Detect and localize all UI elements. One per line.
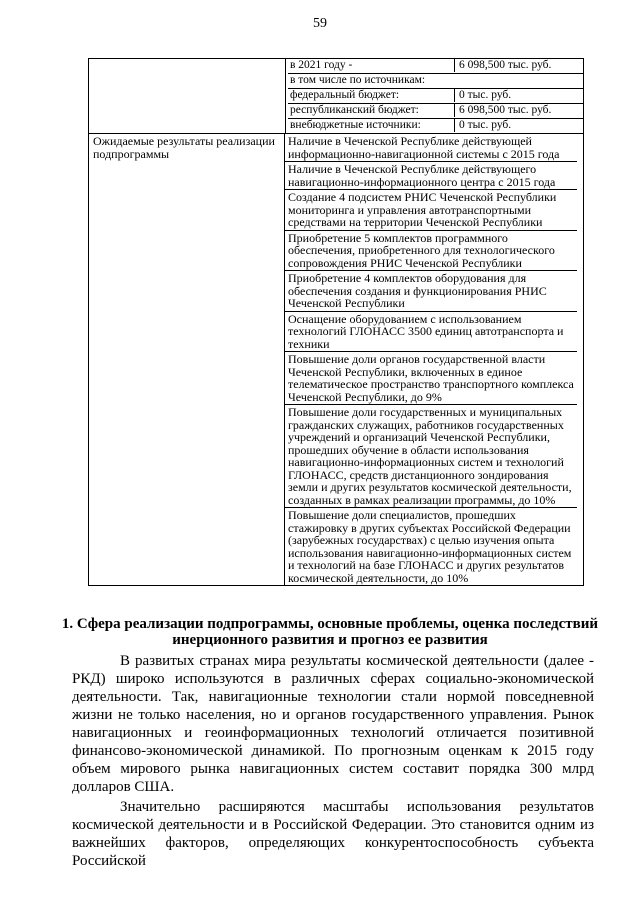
financing-row bbox=[288, 89, 583, 104]
financing-row-value: 0 тыс. руб. bbox=[454, 119, 511, 132]
financing-row bbox=[288, 59, 583, 74]
paragraph: В развитых странах мира результаты космической деятельности (далее - РКД) широко используются в различных сферах социально-экономической деятельности. Так, навигационные технологии стали нормой повседневной жизни не только населения, но и органов государственного управления. Рынок навигационных и геоинформационных технологий отличается позитивной финансово-экономической динамикой. По прогнозным оценкам к 2015 году объем мирового рынка навигационных систем составит порядка 300 млрд долларов США. bbox=[72, 653, 594, 795]
financing-block bbox=[89, 58, 583, 133]
results-label: Ожидаемые результаты реализации подпрограммы bbox=[89, 134, 285, 585]
result-item: Оснащение оборудованием с использованием технологий ГЛОНАСС 3500 единиц автотранспорта и техники bbox=[285, 312, 577, 353]
result-item: Приобретение 4 комплектов оборудования для обеспечения создания и функционирования РНИС Чеченской Республики bbox=[285, 271, 577, 312]
result-item: Создание 4 подсистем РНИС Чеченской Республики мониторинга и управления автотранспортными средствами на территории Чеченской Республики bbox=[285, 190, 577, 231]
passport-table bbox=[88, 58, 584, 586]
financing-label-cell bbox=[89, 59, 286, 133]
financing-row-value: 0 тыс. руб. bbox=[454, 89, 511, 102]
section-title: 1. Сфера реализации подпрограммы, основные проблемы, оценка последствий инерционного развития и прогноз ее развития bbox=[61, 616, 599, 648]
results-list bbox=[285, 134, 583, 585]
paragraph: Значительно расширяются масштабы использования результатов космической деятельности и в Российской Федерации. Это становится одним из важнейших факторов, определяющих конкурентоспособность субъекта Российской bbox=[72, 799, 594, 869]
page-number: 59 bbox=[313, 16, 327, 31]
financing-row-label: внебюджетные источники: bbox=[290, 119, 421, 131]
result-item: Повышение доли органов государственной власти Чеченской Республики, включенных в единое телематическое пространство транспортного комплекса Чеченской Республики, до 9% bbox=[285, 352, 577, 405]
result-item: Повышение доли специалистов, прошедших стажировку в других субъектах Российской Федерации (зарубежных государствах) с целью изучения опыта использования навигационно-информационных систем и технологий на базе ГЛОНАСС и других результатов космической деятельности, до 10% bbox=[288, 508, 572, 585]
result-item: Наличие в Чеченской Республике действующей информационно-навигационной системы с 2015 года bbox=[285, 134, 577, 162]
financing-row-label: федеральный бюджет: bbox=[290, 89, 400, 101]
financing-row-label: в 2021 году - bbox=[290, 59, 353, 71]
financing-row-label: в том числе по источникам: bbox=[290, 74, 426, 86]
result-item: Наличие в Чеченской Республике действующего навигационно-информационного центра с 2015 года bbox=[285, 162, 577, 190]
financing-row bbox=[288, 119, 583, 133]
financing-row-value: 6 098,500 тыс. руб. bbox=[454, 59, 551, 72]
results-block bbox=[89, 133, 583, 585]
financing-row-value: 6 098,500 тыс. руб. bbox=[454, 104, 551, 117]
result-item: Приобретение 5 комплектов программного обеспечения, приобретенного для технологического сопровождения РНИС Чеченской Республики bbox=[285, 231, 577, 272]
financing-row-label: республиканский бюджет: bbox=[290, 104, 419, 116]
body-text bbox=[72, 652, 594, 870]
financing-values-cell bbox=[286, 59, 583, 133]
financing-row bbox=[288, 104, 583, 119]
financing-row bbox=[288, 74, 583, 89]
result-item: Повышение доли государственных и муниципальных гражданских служащих, работников государственных учреждений и организаций Чеченской Республики, прошедших обучение в области использования навигационно-информационных систем и технологий ГЛОНАСС, средств дистанционного зондирования земли и других результатов космической деятельности, созданных в рамках реализации программы, до 10% bbox=[285, 405, 577, 508]
